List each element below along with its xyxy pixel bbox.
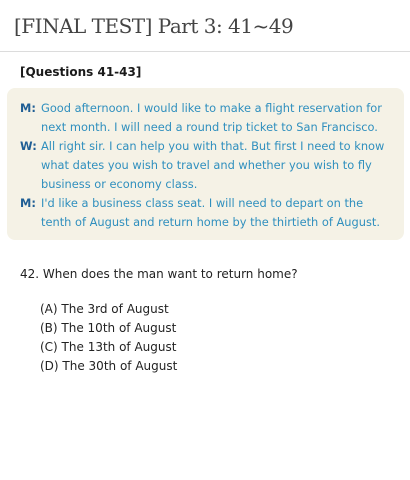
dialogue-line: next month. I will need a round trip ticket to San Francisco.: [41, 120, 378, 134]
speaker-label: W:: [20, 139, 37, 153]
section-label: [Questions 41-43]: [20, 65, 142, 79]
dialogue-line: I'd like a business class seat. I will need to depart on the: [41, 196, 364, 210]
answer-option-c[interactable]: (C) The 13th of August: [40, 340, 177, 354]
dialogue-line: tenth of August and return home by the thirtieth of August.: [41, 215, 380, 229]
answer-option-d[interactable]: (D) The 30th of August: [40, 359, 178, 373]
dialogue-line: business or economy class.: [41, 177, 198, 191]
dialogue-box: [7, 88, 404, 240]
speaker-label: M:: [20, 101, 36, 115]
speaker-label: M:: [20, 196, 36, 210]
answer-option-a[interactable]: (A) The 3rd of August: [40, 302, 169, 316]
dialogue-line: what dates you wish to travel and whether you wish to fly: [41, 158, 372, 172]
dialogue-line: Good afternoon. I would like to make a flight reservation for: [41, 101, 382, 115]
page-header: [0, 0, 410, 52]
dialogue-line: All right sir. I can help you with that. But first I need to know: [41, 139, 385, 153]
question-text: 42. When does the man want to return home?: [20, 267, 298, 281]
answer-option-b[interactable]: (B) The 10th of August: [40, 321, 177, 335]
page-title: [FINAL TEST] Part 3: 41~49: [14, 14, 294, 38]
